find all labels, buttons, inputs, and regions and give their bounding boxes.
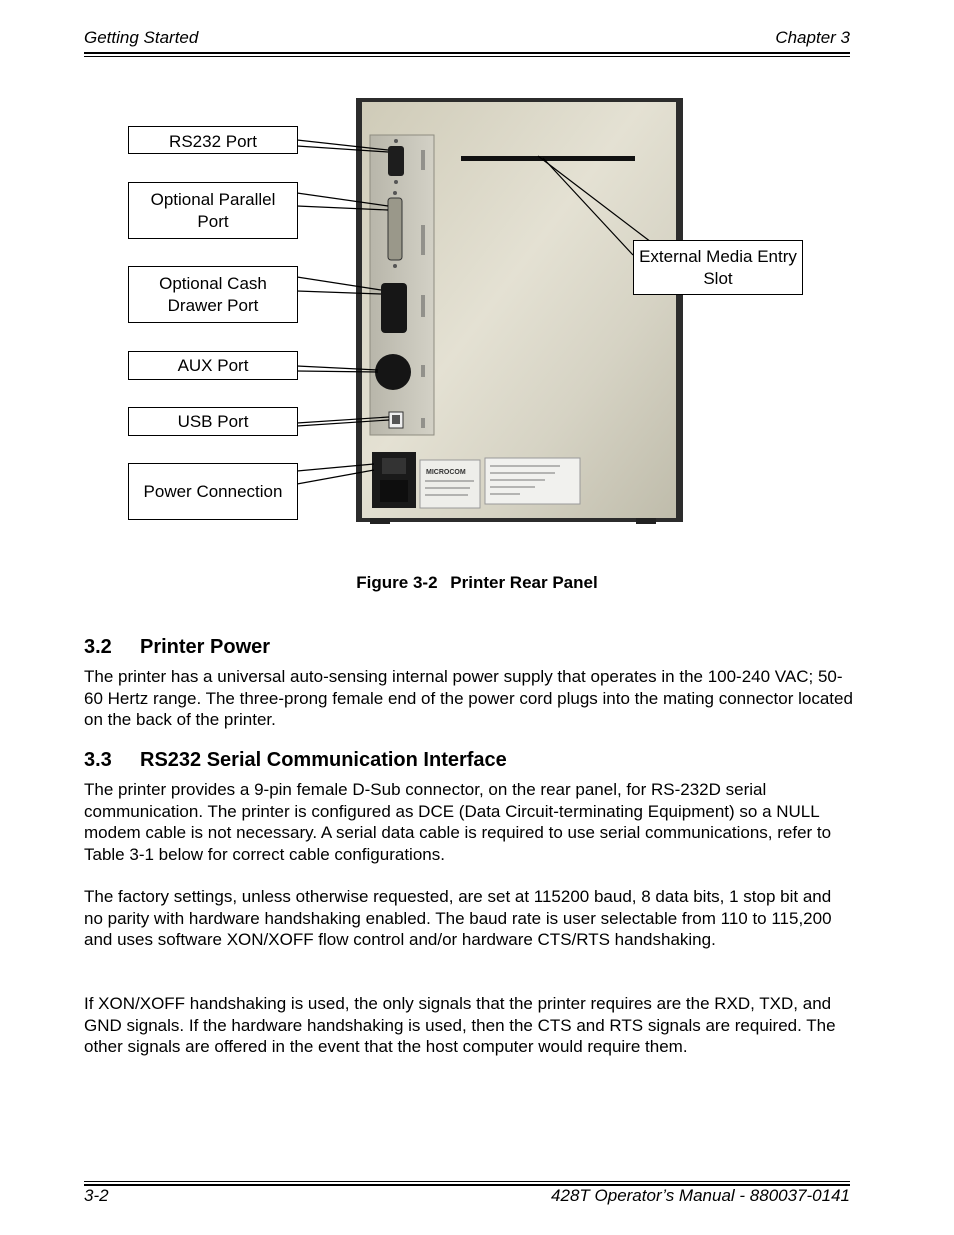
caption-number: Figure 3-2	[356, 573, 438, 592]
section-heading-printer-power	[84, 636, 270, 659]
paragraph: The printer provides a 9-pin female D-Sub connector, on the rear panel, for RS-232D serial communication. The printer is configured as DCE (Data Circuit-terminating Equipment) so a NULL modem cable is not necessary. A serial data cable is required to use serial communications, refer to Table 3-1 below for correct cable configurations.	[84, 780, 832, 864]
callout-aux-label: AUX Port	[177, 355, 249, 375]
header-chapter: Chapter 3	[775, 28, 850, 47]
section-title: RS232 Serial Communication Interface	[140, 749, 507, 771]
db9-connector	[388, 146, 404, 176]
caption-title: Printer Rear Panel	[450, 573, 598, 592]
callout-usb-label: USB Port	[177, 411, 249, 431]
page-number: 3-2	[84, 1186, 109, 1205]
callout-parallel-label: Optional Parallel Port	[150, 189, 276, 231]
manual-title: 428T Operator’s Manual - 880037-0141	[551, 1186, 850, 1205]
printer-rear-panel-figure	[0, 0, 954, 560]
callout-rs232-port	[128, 126, 298, 154]
section-number: 3.2	[84, 636, 112, 658]
callout-usb-port	[128, 407, 298, 436]
header-section-title: Getting Started	[84, 28, 199, 47]
media-slot	[461, 156, 635, 161]
paragraph: The printer has a universal auto-sensing internal power supply that operates in the 100-240 VAC; 50-60 Hertz range. The three-prong female end of the power cord plugs into the mating connector located on the back of the printer.	[84, 667, 853, 729]
callout-cash-drawer-port	[128, 266, 298, 323]
paragraph: The factory settings, unless otherwise requested, are set at 115200 baud, 8 data bits, 1 stop bit and no parity with hardware handshaking enabled. The baud rate is user selectable from 110 to 115,200 and uses software XON/XOFF flow control and/or hardware CTS/RTS handshaking.	[84, 887, 832, 949]
section-title: Printer Power	[140, 636, 271, 658]
serial-label	[485, 458, 580, 504]
figure-caption	[0, 573, 954, 593]
callout-slot-label: External Media Entry Slot	[639, 246, 797, 288]
callout-power-label: Power Connection	[143, 481, 283, 501]
callout-media-slot	[633, 240, 803, 295]
callout-parallel-port	[128, 182, 298, 239]
callout-cash-label: Optional Cash Drawer Port	[159, 273, 267, 315]
compliance-label	[420, 460, 480, 508]
section-number: 3.3	[84, 749, 112, 771]
db25-connector	[388, 198, 402, 260]
callout-aux-port	[128, 351, 298, 380]
section-heading-rs232	[84, 749, 507, 772]
label-brand: MICROCOM	[426, 469, 466, 476]
paragraph: If XON/XOFF handshaking is used, the only signals that the printer requires are the RXD, TXD, and GND signals. If the hardware handshaking is used, then the CTS and RTS signals are required. The other signals are offered in the event that the host computer would require them.	[84, 994, 836, 1056]
cash-drawer-connector	[381, 283, 407, 333]
aux-connector	[375, 354, 411, 390]
callout-rs232-label: RS232 Port	[169, 132, 257, 151]
callout-power-connection	[128, 463, 298, 520]
